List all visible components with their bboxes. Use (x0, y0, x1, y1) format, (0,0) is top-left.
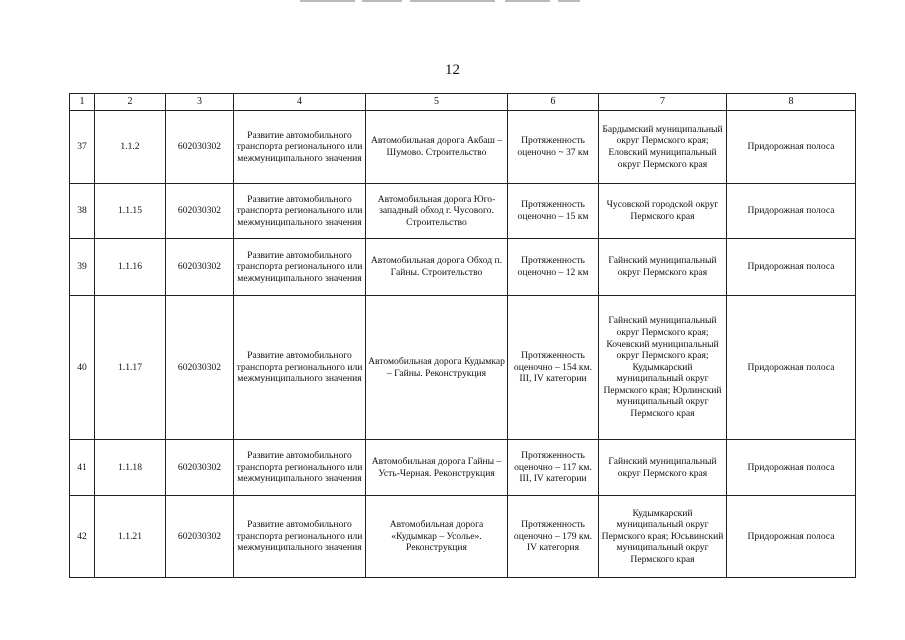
object-name: Автомобильная дорога «Кудымкар – Усолье». Реконструкция (366, 496, 508, 578)
location: Гайнский муниципальный округ Пермского края (599, 239, 727, 296)
characteristics: Протяженность оценочно – 12 км (508, 239, 599, 296)
table-row (70, 239, 856, 296)
object-name: Автомобильная дорога Юго-западный обход г. Чусового. Строительство (366, 184, 508, 239)
col-header: 8 (727, 94, 856, 111)
characteristics: Протяженность оценочно – 117 км. III, IV категории (508, 440, 599, 496)
location: Гайнский муниципальный округ Пермского края (599, 440, 727, 496)
purpose: Развитие автомобильного транспорта регионального или межмуниципального значения (234, 239, 366, 296)
object-code: 602030302 (166, 239, 234, 296)
top-scan-artifact (300, 0, 580, 3)
row-number: 41 (70, 440, 95, 496)
purpose: Развитие автомобильного транспорта регионального или межмуниципального значения (234, 184, 366, 239)
col-header: 2 (95, 94, 166, 111)
col-header: 4 (234, 94, 366, 111)
table-row (70, 111, 856, 184)
item-code: 1.1.21 (95, 496, 166, 578)
col-header: 7 (599, 94, 727, 111)
purpose: Развитие автомобильного транспорта регионального или межмуниципального значения (234, 296, 366, 440)
table-row (70, 296, 856, 440)
object-code: 602030302 (166, 184, 234, 239)
col-header: 1 (70, 94, 95, 111)
object-name: Автомобильная дорога Обход п. Гайны. Строительство (366, 239, 508, 296)
location: Бардымский муниципальный округ Пермского края; Еловский муниципальный округ Пермского края (599, 111, 727, 184)
zone: Придорожная полоса (727, 111, 856, 184)
characteristics: Протяженность оценочно – 179 км. IV категория (508, 496, 599, 578)
item-code: 1.1.16 (95, 239, 166, 296)
col-header: 5 (366, 94, 508, 111)
col-header: 6 (508, 94, 599, 111)
purpose: Развитие автомобильного транспорта регионального или межмуниципального значения (234, 440, 366, 496)
row-number: 42 (70, 496, 95, 578)
header-row (70, 94, 856, 111)
zone: Придорожная полоса (727, 184, 856, 239)
item-code: 1.1.15 (95, 184, 166, 239)
zone: Придорожная полоса (727, 496, 856, 578)
table-row (70, 496, 856, 578)
object-code: 602030302 (166, 111, 234, 184)
data-table (69, 93, 856, 578)
object-code: 602030302 (166, 496, 234, 578)
location: Гайнский муниципальный округ Пермского края; Кочевский муниципальный округ Пермского края; Кудымкарский муниципальный округ Пермского края; Юрлинский муниципальный округ Пермского края (599, 296, 727, 440)
characteristics: Протяженность оценочно ~ 37 км (508, 111, 599, 184)
characteristics: Протяженность оценочно – 15 км (508, 184, 599, 239)
location: Кудымкарский муниципальный округ Пермского края; Юсьвинский муниципальный округ Пермского края (599, 496, 727, 578)
object-code: 602030302 (166, 296, 234, 440)
row-number: 40 (70, 296, 95, 440)
item-code: 1.1.17 (95, 296, 166, 440)
characteristics: Протяженность оценочно – 154 км. III, IV категории (508, 296, 599, 440)
item-code: 1.1.2 (95, 111, 166, 184)
zone: Придорожная полоса (727, 440, 856, 496)
object-name: Автомобильная дорога Кудымкар – Гайны. Реконструкция (366, 296, 508, 440)
zone: Придорожная полоса (727, 296, 856, 440)
table-row (70, 440, 856, 496)
row-number: 38 (70, 184, 95, 239)
object-name: Автомобильная дорога Гайны – Усть-Черная. Реконструкция (366, 440, 508, 496)
row-number: 37 (70, 111, 95, 184)
object-name: Автомобильная дорога Акбаш – Шумово. Строительство (366, 111, 508, 184)
purpose: Развитие автомобильного транспорта регионального или межмуниципального значения (234, 111, 366, 184)
purpose: Развитие автомобильного транспорта регионального или межмуниципального значения (234, 496, 366, 578)
page-number: 12 (445, 62, 460, 78)
object-code: 602030302 (166, 440, 234, 496)
row-number: 39 (70, 239, 95, 296)
item-code: 1.1.18 (95, 440, 166, 496)
location: Чусовской городской округ Пермского края (599, 184, 727, 239)
table-row (70, 184, 856, 239)
zone: Придорожная полоса (727, 239, 856, 296)
col-header: 3 (166, 94, 234, 111)
